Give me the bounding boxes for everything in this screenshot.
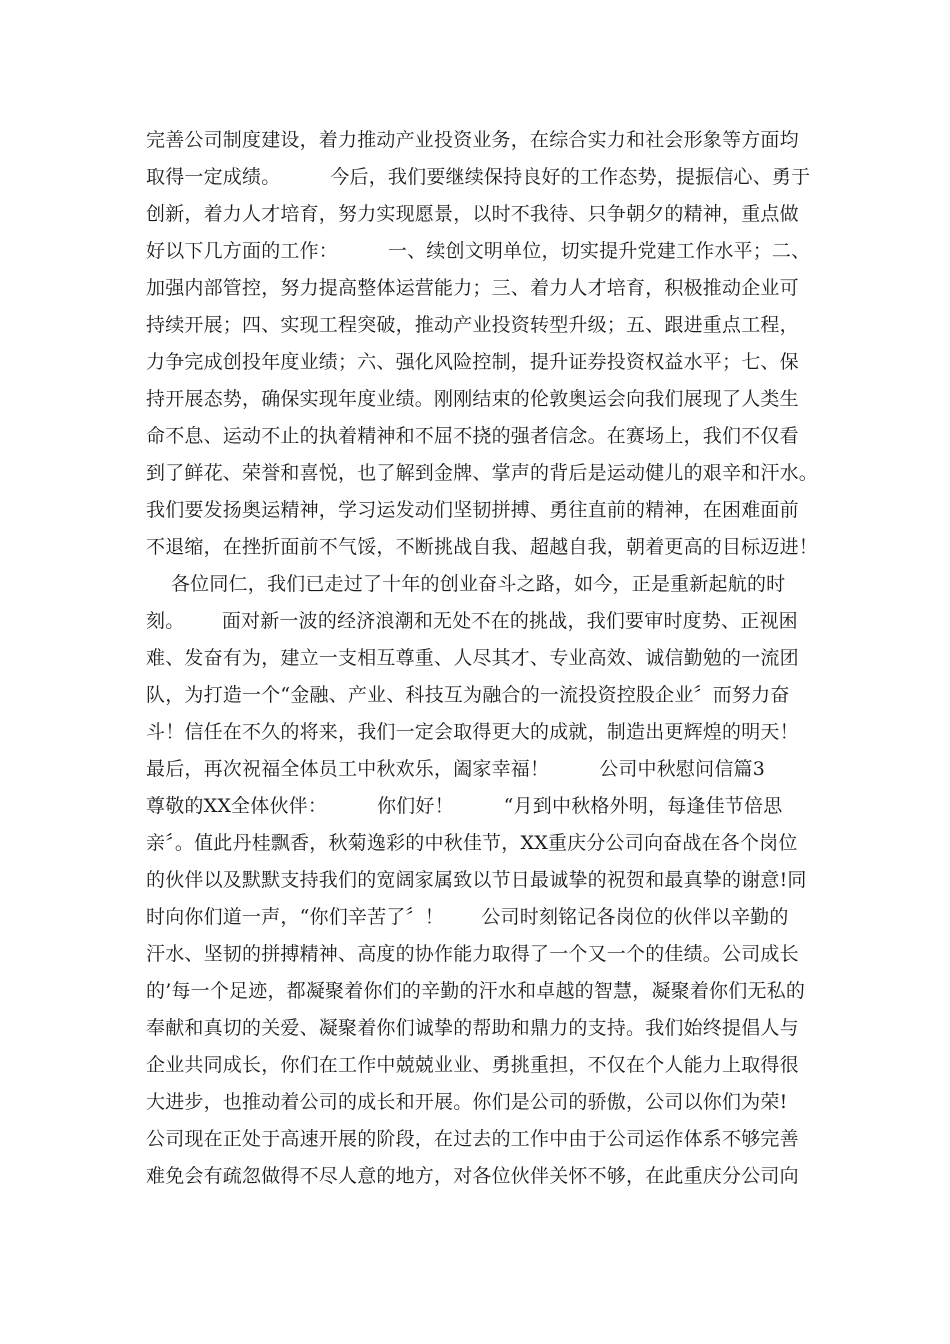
text-line: 奉献和真切的关爱、凝聚着你们诚挚的帮助和鼎力的支持。我们始终提倡人与 xyxy=(146,1017,799,1039)
text-line: 斗！信任在不久的将来，我们一定会取得更大的成就，制造出更辉煌的明天！ xyxy=(146,721,799,743)
text-line: 不退缩，在挫折面前不气馁，不断挑战自我、超越自我，朝着更高的目标迈进！ xyxy=(146,536,819,558)
text-line: 的伙伴以及默默支持我们的宽阔家属致以节日最诚挚的祝贺和最真挚的谢意!同 xyxy=(146,869,807,891)
text-line: 加强内部管控，努力提高整体运营能力；三、着力人才培育，积极推动企业可 xyxy=(146,277,799,299)
text-line: 的’每一个足迹，都凝聚着你们的辛勤的汗水和卓越的智慧，凝聚着你们无私的 xyxy=(146,980,806,1002)
text-line: 汗水、坚韧的拼搏精神、高度的协作能力取得了一个又一个的佳绩。公司成长 xyxy=(146,943,799,965)
text-line: 持开展态势，确保实现年度业绩。刚刚结束的伦敦奥运会向我们展现了人类生 xyxy=(146,388,799,410)
text-line: 持续开展；四、实现工程突破，推动产业投资转型升级；五、跟进重点工程， xyxy=(146,314,799,336)
text-line: 取得一定成绩。 今后，我们要继续保持良好的工作态势，提振信心、勇于 xyxy=(146,166,811,188)
text-line: 时向你们道一声，“你们辛苦了〞！ 公司时刻铭记各岗位的伙伴以辛勤的 xyxy=(146,906,789,928)
body-text xyxy=(146,122,846,1195)
text-line: 企业共同成长，你们在工作中兢兢业业、勇挑重担，不仅在个人能力上取得很 xyxy=(146,1054,799,1076)
text-line: 刻。 面对新一波的经济浪潮和无处不在的挑战，我们要审时度势、正视困 xyxy=(146,610,798,632)
text-line: 各位同仁，我们已走过了十年的创业奋斗之路，如今，正是重新起航的时 xyxy=(146,573,786,595)
text-line: 命不息、运动不止的执着精神和不屈不挠的强者信念。在赛场上，我们不仅看 xyxy=(146,425,799,447)
text-line: 公司现在正处于高速开展的阶段，在过去的工作中由于公司运作体系不够完善 xyxy=(146,1128,799,1150)
text-line: 尊敬的XX全体伙伴： 你们好！ “月到中秋格外明，每逢佳节倍思 xyxy=(146,795,783,817)
text-line: 难、发奋有为，建立一支相互尊重、人尽其才、专业高效、诚信勤勉的一流团 xyxy=(146,647,799,669)
text-line: 到了鲜花、荣誉和喜悦，也了解到金牌、掌声的背后是运动健儿的艰辛和汗水。 xyxy=(146,462,819,484)
text-line: 我们要发扬奥运精神，学习运发动们坚韧拼搏、勇往直前的精神，在困难面前 xyxy=(146,499,799,521)
text-line: 队，为打造一个“金融、产业、科技互为融合的一流投资控股企业〞而努力奋 xyxy=(146,684,790,706)
text-line: 创新，着力人才培育，努力实现愿景，以时不我待、只争朝夕的精神，重点做 xyxy=(146,203,799,225)
text-line: 最后，再次祝福全体员工中秋欢乐，阖家幸福！ 公司中秋慰问信篇3 xyxy=(146,758,766,780)
text-line: 完善公司制度建设，着力推动产业投资业务，在综合实力和社会形象等方面均 xyxy=(146,129,799,151)
text-line: 好以下几方面的工作： 一、续创文明单位，切实提升党建工作水平；二、 xyxy=(146,240,811,262)
text-line: 难免会有疏忽做得不尽人意的地方，对各位伙伴关怀不够，在此重庆分公司向 xyxy=(146,1165,799,1187)
text-line: 大进步，也推动着公司的成长和开展。你们是公司的骄傲，公司以你们为荣! xyxy=(146,1091,788,1113)
text-line: 亲〞。值此丹桂飘香，秋菊逸彩的中秋佳节，XX重庆分公司向奋战在各个岗位 xyxy=(146,832,798,854)
text-line: 力争完成创投年度业绩；六、强化风险控制，提升证券投资权益水平；七、保 xyxy=(146,351,799,373)
